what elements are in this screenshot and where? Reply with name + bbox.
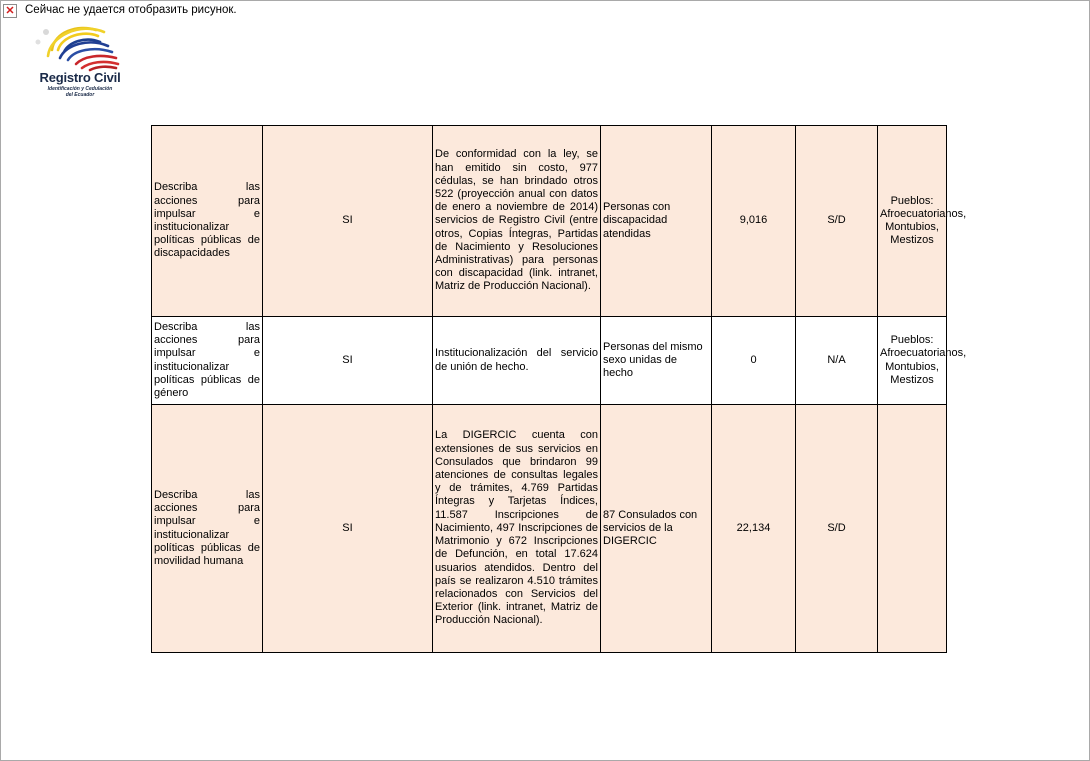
- description-cell: Institucionalización del servicio de unión de hecho.: [433, 317, 601, 405]
- peoples-cell: Pueblos: Afroecuatorianos, Montubios, Mestizos: [878, 126, 947, 317]
- budget-cell: S/D: [796, 405, 878, 653]
- description-cell: La DIGERCIC cuenta con extensiones de sus servicios en Consulados que brindaron 99 atenciones de consultas legales y de trámites, 4.769 Partidas Íntegras y Tarjetas Índices, 11.587 Inscripciones de Nacimiento, 497 Inscripciones de Matrimonio y 672 Inscripciones de Defunción, en total 17.624 usuarios atendidos. Dentro del país se realizaron 4.510 trámites relacionados con Servicios del Exterior (link. intranet, Matriz de Producción Nacional).: [433, 405, 601, 653]
- description-cell: De conformidad con la ley, se han emitido sin costo, 977 cédulas, se han brindado otros 522 (proyección anual con datos de enero a noviembre de 2014) servicios de Registro Civil (entre otros, Copias Íntegras, Partidas de Nacimiento y Resoluciones Administrativas) para personas con discapacidad (link. intranet, Matriz de Producción Nacional).: [433, 126, 601, 317]
- broken-image-icon: ✕: [3, 4, 17, 18]
- budget-cell: S/D: [796, 126, 878, 317]
- beneficiaries-cell: 87 Consulados con servicios de la DIGERCIC: [601, 405, 712, 653]
- action-cell: Describa las acciones para impulsar e institucionalizar políticas públicas de movilidad humana: [152, 405, 263, 653]
- count-cell: 9,016: [712, 126, 796, 317]
- answer-cell: SI: [263, 317, 433, 405]
- fingerprint-flag-icon: [30, 20, 130, 72]
- answer-cell: SI: [263, 405, 433, 653]
- beneficiaries-cell: Personas del mismo sexo unidas de hecho: [601, 317, 712, 405]
- count-cell: 0: [712, 317, 796, 405]
- peoples-cell: [878, 405, 947, 653]
- logo-subtitle: Identificación y Cedulación del Ecuador: [47, 86, 113, 98]
- broken-image-notice: Сейчас не удается отобразить рисунок.: [25, 4, 237, 16]
- beneficiaries-cell: Personas con discapacidad atendidas: [601, 126, 712, 317]
- action-cell: Describa las acciones para impulsar e institucionalizar políticas públicas de género: [152, 317, 263, 405]
- policies-table: [151, 125, 967, 653]
- count-cell: 22,134: [712, 405, 796, 653]
- budget-cell: N/A: [796, 317, 878, 405]
- broken-image-placeholder: [3, 3, 237, 17]
- answer-cell: SI: [263, 126, 433, 317]
- table-row: [152, 126, 947, 317]
- action-cell: Describa las acciones para impulsar e institucionalizar políticas públicas de discapacidades: [152, 126, 263, 317]
- table-row: [152, 405, 947, 653]
- registro-civil-logo: [30, 20, 130, 100]
- peoples-cell: Pueblos: Afroecuatorianos, Montubios, Mestizos: [878, 317, 947, 405]
- logo-title: Registro Civil: [39, 70, 121, 85]
- table-row: [152, 317, 947, 405]
